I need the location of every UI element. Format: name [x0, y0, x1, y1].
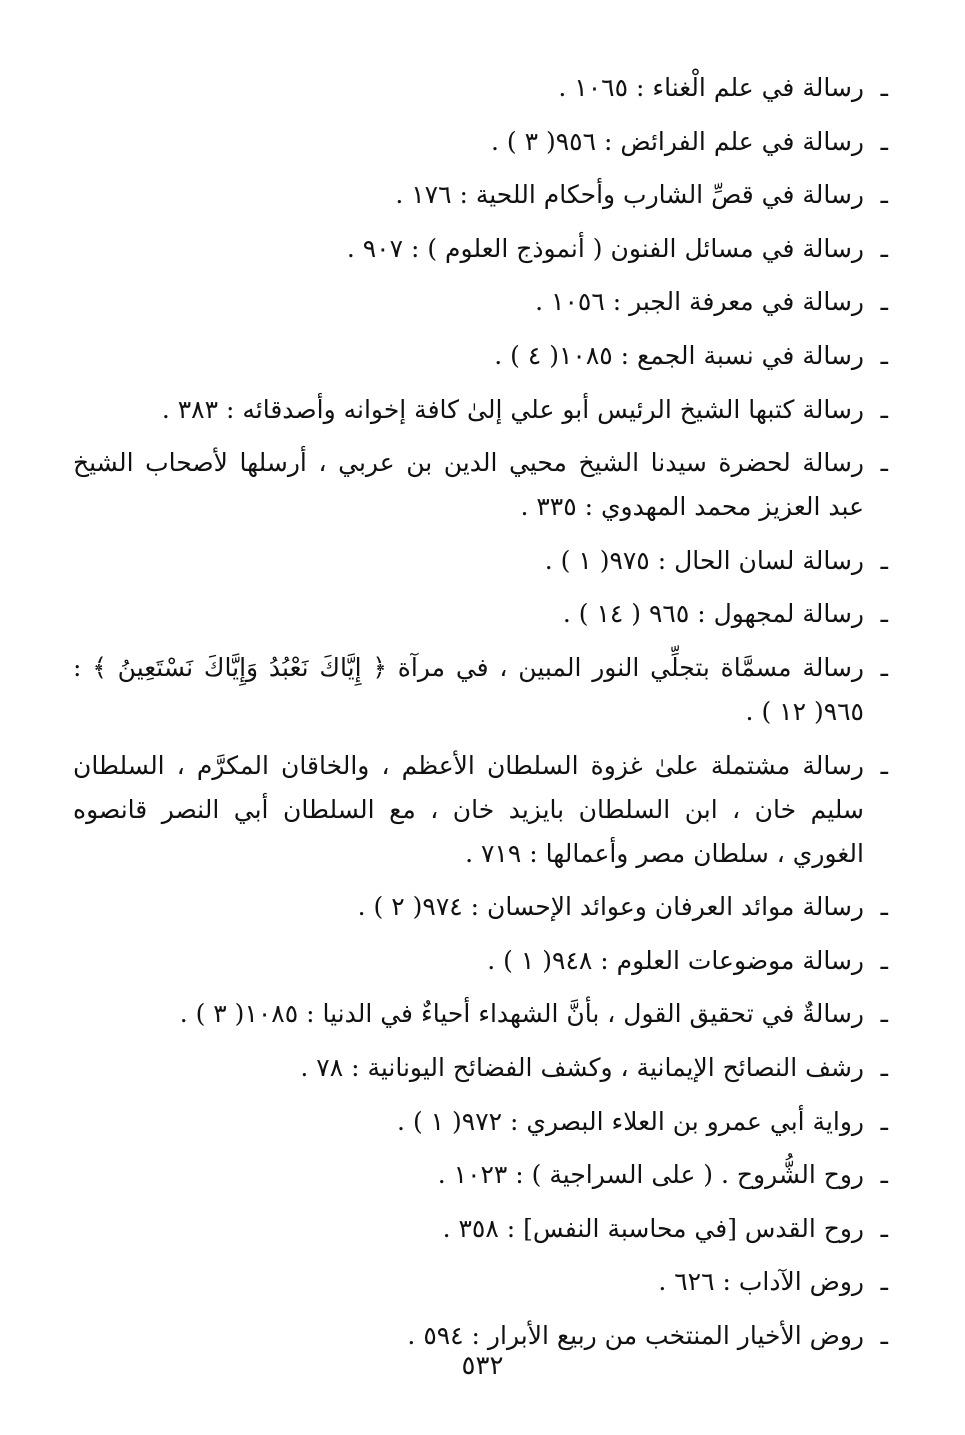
entry-dash: ـ: [880, 750, 888, 780]
entry-text: رسالة في نسبة الجمع : ١٠٨٥( ٤ ) .: [494, 340, 864, 370]
index-entry: [73, 173, 888, 217]
entry-dash: ـ: [880, 1213, 888, 1243]
entry-text: رسالة في مسائل الفنون ( أنموذج العلوم ) : ٩٠٧ .: [346, 233, 864, 263]
index-entry: [73, 227, 888, 271]
index-entry: [73, 1153, 888, 1197]
index-entry: [73, 1100, 888, 1144]
entry-dash: ـ: [880, 1160, 888, 1190]
entry-text: رسالة لمجهول : ٩٦٥ ( ١٤ ) .: [562, 599, 864, 629]
index-entry: [73, 992, 888, 1036]
entry-text: رسالة موضوعات العلوم : ٩٤٨( ١ ) .: [487, 945, 864, 975]
entry-dash: ـ: [880, 394, 888, 424]
entry-text: رسالة في معرفة الجبر : ١٠٥٦ .: [535, 287, 864, 317]
index-entry: [73, 592, 888, 636]
index-entry: [73, 1046, 888, 1090]
entry-dash: ـ: [880, 1052, 888, 1082]
entry-text: رسالةٌ في تحقيق القول ، بأنَّ الشهداء أحياءٌ في الدنيا : ١٠٨٥( ٣ ) .: [179, 999, 864, 1029]
entry-text: روض الأخيار المنتخب من ربيع الأبرار : ٥٩٤ .: [407, 1320, 864, 1350]
entry-dash: ـ: [880, 1320, 888, 1350]
entry-text: روض الآداب : ٦٢٦ .: [658, 1267, 864, 1297]
index-entry: [73, 1207, 888, 1251]
index-entry: [73, 1260, 888, 1304]
index-entry: [73, 646, 888, 734]
entry-dash: ـ: [880, 999, 888, 1029]
entry-dash: ـ: [880, 448, 888, 478]
entry-dash: ـ: [880, 1106, 888, 1136]
entry-dash: ـ: [880, 1267, 888, 1297]
index-entry: [73, 334, 888, 378]
entry-dash: ـ: [880, 945, 888, 975]
entry-text: رسالة مشتملة علىٰ غزوة السلطان الأعظم ، والخاقان المكرَّم ، السلطان سليم خان ، ابن السلطان بايزيد خان ، مع السلطان أبي النصر قانصوه الغوري ، سلطان مصر وأعمالها : ٧١٩ .: [73, 750, 864, 868]
entry-text: رواية أبي عمرو بن العلاء البصري : ٩٧٢( ١ ) .: [397, 1106, 864, 1136]
index-entry-list: [73, 66, 888, 1367]
index-entry: [73, 66, 888, 110]
entry-dash: ـ: [880, 545, 888, 575]
index-entry: [73, 939, 888, 983]
entry-text: رسالة كتبها الشيخ الرئيس أبو علي إلىٰ كافة إخوانه وأصدقائه : ٣٨٣ .: [161, 394, 864, 424]
entry-text: رسالة لسان الحال : ٩٧٥( ١ ) .: [544, 545, 864, 575]
entry-text: رسالة لحضرة سيدنا الشيخ محيي الدين بن عربي ، أرسلها لأصحاب الشيخ عبد العزيز محمد المهدوي : ٣٣٥ .: [73, 448, 864, 522]
entry-text: رسالة في علم الفرائض : ٩٥٦( ٣ ) .: [491, 126, 864, 156]
index-entry: [73, 120, 888, 164]
index-entry: [73, 441, 888, 529]
index-entry: [73, 885, 888, 929]
entry-text: رشف النصائح الإيمانية ، وكشف الفضائح اليونانية : ٧٨ .: [300, 1052, 864, 1082]
index-entry: [73, 388, 888, 432]
entry-dash: ـ: [880, 126, 888, 156]
entry-dash: ـ: [880, 340, 888, 370]
entry-dash: ـ: [880, 892, 888, 922]
entry-dash: ـ: [880, 73, 888, 102]
entry-dash: ـ: [880, 180, 888, 210]
page-number: ٥٣٢: [461, 1351, 504, 1381]
index-entry: [73, 280, 888, 324]
entry-text: روح القدس [في محاسبة النفس] : ٣٥٨ .: [442, 1213, 864, 1243]
entry-text: رسالة في قصِّ الشارب وأحكام اللحية : ١٧٦ .: [395, 180, 864, 210]
entry-dash: ـ: [880, 652, 888, 682]
entry-text: رسالة موائد العرفان وعوائد الإحسان : ٩٧٤( ٢ ) .: [357, 892, 864, 922]
entry-dash: ـ: [880, 233, 888, 263]
entry-text: روح الشُّروح . ( على السراجية ) : ١٠٢٣ .: [437, 1160, 864, 1190]
index-entry: [73, 744, 888, 876]
entry-text: رسالة في علم الْغناء : ١٠٦٥ .: [558, 73, 864, 102]
entry-dash: ـ: [880, 287, 888, 317]
index-entry: [73, 539, 888, 583]
entry-dash: ـ: [880, 599, 888, 629]
entry-text: رسالة مسمَّاة بتجلِّي النور المبين ، في مرآة ﴿ إِيَّاكَ نَعْبُدُ وَإِيَّاكَ نَسْتَعِينُ ﴾ : ٩٦٥( ١٢ ) .: [73, 652, 864, 726]
